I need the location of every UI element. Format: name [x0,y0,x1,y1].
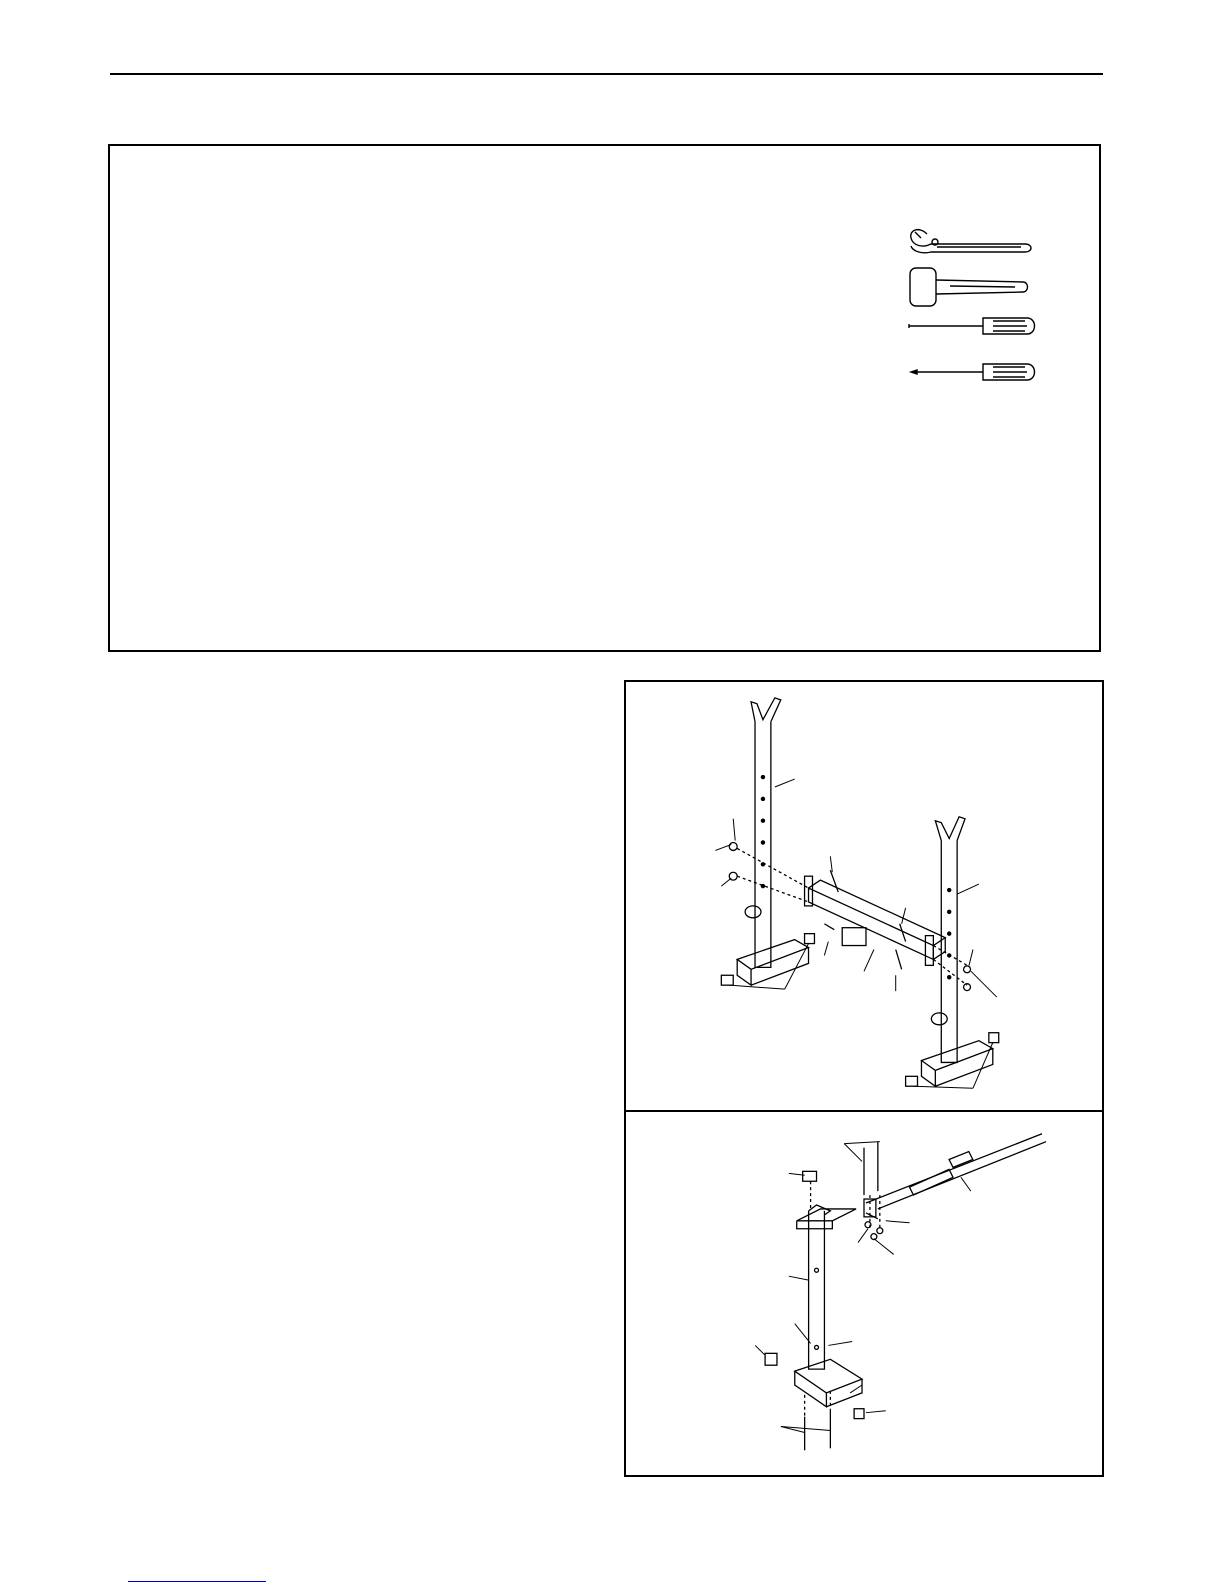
flat-screwdriver-icon [909,318,1035,334]
alignment-lines [737,848,967,985]
header-rule [110,73,1103,75]
leg-upright [797,1205,856,1369]
bolts [803,1142,878,1451]
right-upright [931,817,965,1063]
figure-2-leg-assembly [624,1110,1104,1477]
right-base [906,1033,999,1087]
footer-link-underline[interactable] [128,1581,266,1582]
rubber-mallet-icon [910,268,1028,306]
tools-illustration [905,220,1045,390]
bench-rail [864,1134,1046,1219]
figure-1-upright-assembly [624,680,1104,1112]
leg-foot [765,1353,864,1418]
phillips-screwdriver-icon [911,364,1035,380]
crossbar [805,870,946,969]
left-upright [745,698,781,967]
adjustable-wrench-icon [911,230,1031,253]
instructions-column [110,682,605,1472]
